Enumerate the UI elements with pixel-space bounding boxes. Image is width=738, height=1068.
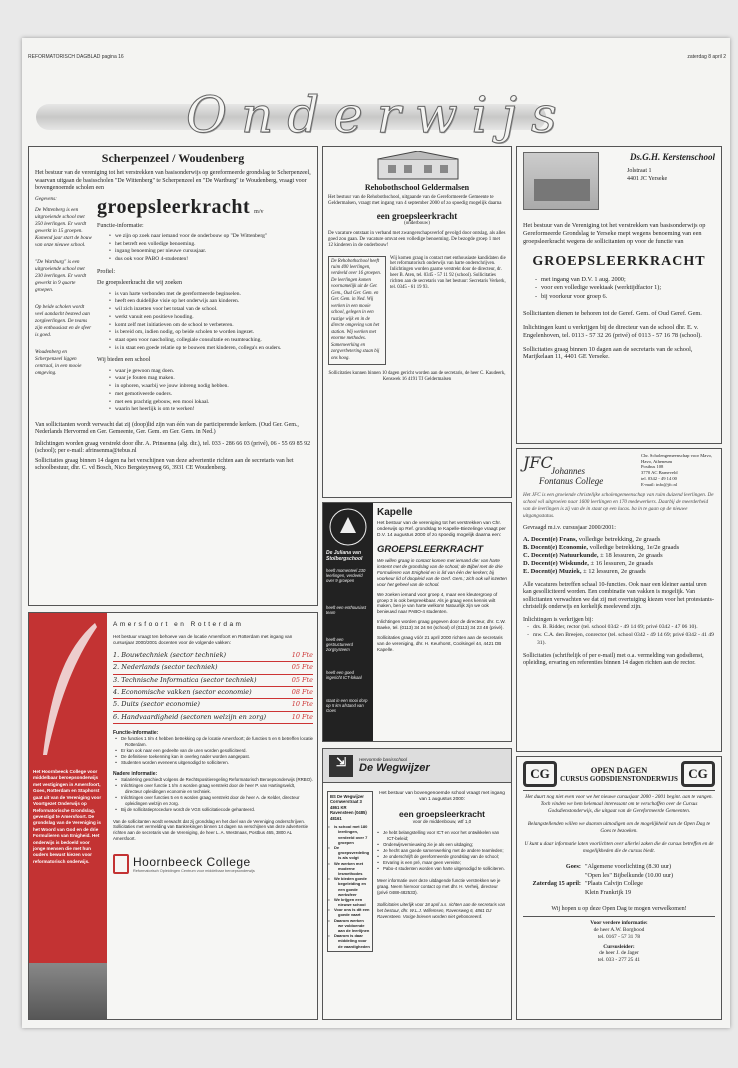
docent-list — [523, 536, 715, 577]
brand-subtitle: Reformatorisch Opleidingen Centrum voor middelbaar beroepsonderwijs — [133, 869, 255, 874]
ad-closing: Wij hopen u op deze Open Dag te mogen verwelkomen! — [551, 905, 687, 912]
list-item: B. Docent(e) Economie, volledige betrekking, 1e/2e graads — [523, 544, 680, 552]
list-item: • waar je fouten mag maken. — [119, 375, 311, 383]
ad-intro: Het bestuur van de Rehobothschool, uitgaande van de Gereformeerde Gemeente te Geldermalsen, vraagt met ingang van 4 september 2000 of zo spoedig mogelijk daarna — [328, 195, 502, 207]
ad-subtitle: (onderbouw) — [404, 220, 430, 226]
ad-footer: Sollicitaties graag vóór 21 april 2000 richten aan de secretaris van de vereniging, dhr. H. Keurhorst, Coolsingel 44, 4421 DB Kapelle. — [377, 635, 503, 653]
list-item: • Je hebt belangstelling voor ICT en voor het ontwikkelen van ICT-beleid; — [387, 830, 507, 842]
function-row: 6. Handvaardigheid (sectoren welzijn en zorg) 10 Fte — [113, 712, 313, 724]
list-item: • dus ook voor PABO 4-studenten! — [119, 256, 311, 264]
list-item: • is bereid om, indien nodig, op beide scholen te worden ingezet. — [119, 329, 311, 337]
list-item: • Studenten worden eveneens uitgenodigd te solliciteren. — [125, 760, 313, 766]
ad-intro: Het bestuur van de Vereniging tot het verstrekken van basisonderwijs op Gereformeerde Grondslag te Yerseke mept wegens benoeming van een groepsleerkracht wegens de sollicitanten op voor de functie van — [523, 222, 706, 245]
list-item: • Er kan ook naar een gedeelte van de uren worden gesolliciteerd. — [125, 748, 313, 754]
feature-item: staat in een mooi dorp op 5 km afstand van Goes — [326, 698, 368, 713]
ad-address: Sollicitaties graag binnen 14 dagen na het verschijnen van deze advertentie richten aan de secretaris van het schoolbestuur, dhr. C. vd Bosch, Nico Bergsteynweg 66, 3931 CE Woudenberg. — [35, 457, 294, 472]
ad-footer: Van sollicitanten wordt verwacht dat zij (doop)lid zijn van één van de participerende kerken. (Oud Ger. Gem., Nederlands Hervormd en Ger. Gemeente, Ger. Gem. en Ger. Gem. in Ned.) — [35, 421, 299, 436]
school-address: BS De Wegwijzer Cornwerstraat 3 4861 KR Ravensteen (0485) 48161 — [330, 794, 367, 821]
list-item: • is van harte verbonden met de gereformeerde beginselen. — [119, 291, 311, 299]
ad-intro: Het bestuur van de vereniging tot het verstrekken van Chr. onderwijs op Ref. grondslag te Kapelle-Biezelinge vraagt per D.V. 14 augustus 2000 of zo spoedig mogelijk daarna een: — [377, 521, 506, 539]
ad-heading: Amersfoort en Rotterdam — [113, 621, 244, 628]
open-dagen-header — [523, 761, 715, 787]
ad-paragraph: Sollicitaties graag binnen 10 dagen aan de secretaris van de school, Marijkelaan 11, 4401 GE Yerseke. — [523, 345, 693, 361]
wegwijzer-header — [323, 749, 511, 783]
list-item: • is in staat een goede relatie op te bouwen met kinderen, collega's en ouders. — [119, 345, 311, 353]
list-item: • We bieden goede begeleiding en een goede werksfeer — [338, 876, 370, 897]
list-item: • is school met 180 leerlingen, verdeeld over 7 groepen — [338, 824, 370, 845]
ad-title: GROEPSLEERKRACHT — [532, 253, 706, 269]
list-item: • werkt vanuit een positieve houding. — [119, 314, 311, 322]
school-postcode: 4401 JC Yerseke — [627, 175, 668, 182]
contact-block: Voor verdere informatie: de heer A.W. Borgbood tel. 0167 - 57 31 78 Cursusleider: de heer J. de Jager tel. 033 - 277 25 41 — [590, 920, 648, 964]
list-item: • Pabo-4 studenten worden van harte uitgenodigd te solliciteren. — [387, 866, 507, 872]
ad-items — [541, 275, 715, 302]
people-photo — [29, 963, 107, 1020]
feature-item: heeft een gestructureerd zorgsysteem — [326, 637, 353, 652]
list-item: • Daarom werken we voldoende aan de leerlijnen — [338, 918, 370, 934]
list-item: • Bij de sollicitatieprocedure wordt de VGS sollicitatiecode gehanteerd. — [125, 807, 313, 813]
ad-open-dagen — [516, 756, 722, 1020]
page-header-right: zaterdag 8 april 2 — [687, 54, 726, 60]
list-item: • Inlichtingen over functie 1 t/m 4 worden graag verstrekt door de heer P. van Hartingsveldt, directeur opleidingen economie en techniek. — [125, 783, 313, 795]
wegwijzer-sidebar — [327, 791, 373, 952]
list-item: • komt zelf met initiatieven om de school te verbeteren. — [119, 322, 311, 330]
ad-footer: Sollicitaties uiterlijk voor 18 april a.s. richten aan de secretaris van het bestuur, dhr. W.L.J. Willemsen, Ravensweg 6, 4861 DJ Ravensteen. Vorige brieven worden niet gehonoreerd. — [377, 901, 506, 919]
function-row: 5. Duits (sector economie) 10 Fte — [113, 699, 313, 711]
school-photo — [523, 152, 599, 210]
feature-list — [334, 824, 370, 949]
ad-scherpenzeel — [28, 146, 318, 606]
list-item: • waar je gewoon mag doen. — [119, 368, 311, 376]
ad-intro: Het bestuur van bovengenoemde school vraagt met ingang van 1 augustus 2000: — [379, 791, 505, 803]
ad-subtitle: voor de middenbouw, wtf 1,0 — [412, 819, 472, 825]
function-row: 4. Economische vakken (sector economie) 08 Fte — [113, 687, 313, 699]
profiel-label: Profiel: — [97, 268, 115, 275]
list-item: • Je hecht aan goede samenwerking met de andere teamleden; — [387, 848, 507, 854]
list-item: • wil zich inzetten voor het totaal van de school. — [119, 306, 311, 314]
list-item: • waarin het heerlijk is om te werken! — [119, 406, 311, 414]
gegevens-item: "De Wartburg" is een uitgroeiende school met 230 leerlingen. Er wordt gewerkt in 9 quarte groepen. — [35, 258, 87, 293]
ad-intro: Het bestuur van de vereniging tot het verstrekken van basisonderwijs op gereformeerde grondslag te Scherpenzeel, waarvan uitgaan de basisscholen "De Wittenberg" te Scherpenzeel en "De Wartburg" te Woudenberg, vraagt voor bovengenoemde scholen een — [35, 170, 311, 191]
profiel-intro: De groepsleerkracht die wij zoeken — [97, 280, 182, 287]
list-item: • ingang benoeming per nieuwe cursusjaar. — [119, 248, 311, 256]
ad-title-suffix: m/v — [254, 208, 264, 215]
signpost-icon: ⇲ — [329, 755, 353, 777]
ad-title: GROEPSLEERKRACHT — [377, 543, 484, 555]
ad-items — [383, 830, 507, 872]
cgo-logo-icon: CG — [681, 761, 715, 787]
ad-intro: Het bestuur vraagt ten behoeve van de locatie Amersfoort en Rotterdam met ingang van cursusjaar 2000/2001 docenten voor de volgende vakken: — [113, 634, 293, 645]
functie-list — [121, 736, 314, 766]
logo-text: Johannes — [551, 466, 585, 476]
hoornbeeck-sidebar — [29, 613, 107, 1020]
quill-icon — [35, 619, 101, 759]
hoornbeeck-logo-icon — [113, 854, 129, 874]
ad-sidebar: De Rehobothschool heeft ruim 400 leerlingen, verdeeld over 16 groepen. De leerlingen komen voornamelijk uit de Ger. Gem., Oud Ger. Gem. en Ger. Gem. in Ned. Wij werken in een mooie school, gelegen in een rustige wijk en in de directe omgeving van het station. Wij werken met enorme methodes. Samenwerking en zorgverbetering staan bij ons hoog. — [328, 256, 386, 366]
list-item: • Je onderschrijft de gereformeerde grondslag van de school; — [387, 854, 507, 860]
ad-paragraph: Sollicitaties (schriftelijk of per e-mail) met o.a. vermelding van godsdienst, opleiding, ervaring en referenties binnen 14 dagen richten aan de rector. — [523, 652, 704, 667]
list-item: - drs. B. Ridder, rector (tel. school 0342 - 49 14 69; privé 0342 - 47 06 10). — [537, 624, 715, 632]
list-item: • in ophoren, waarbij we jouw inbreng nodig hebben. — [119, 383, 311, 391]
ad-kapelle — [322, 502, 512, 742]
contact-list — [533, 624, 715, 647]
ad-title: groepsleerkracht — [97, 195, 251, 218]
ad-details: Wij komen graag in contact met enthousiaste kandidaten die het reformatorisch onderwijs van harte onderschrijven. Inlichtingen worden gaarne verstrekt door de directeur, dr. heer B. Aten, tel. 0345 - 57 11 92 (school). Sollicitaties richten aan de secretaris van het bestuur: Secretaris Verkerk, tel. 0345 - 61 19 93. — [390, 255, 506, 291]
ad-footer: Sollicitaties kunnen binnen 10 dagen gericht worden aan de secretaris, de heer C. Kaudeerk, Kenswek 16 4191 TJ Geldermalsen — [328, 371, 506, 382]
ad-geldermalsen — [322, 146, 512, 498]
functie-label: Functie-informatie: — [97, 222, 144, 229]
gegevens-item: Woudenberg en Scherpenzeel liggen centraal, in een mooie omgeving. — [35, 348, 82, 376]
ad-paragraph: Belangstellenden willen we daarom uitnodigen om de mogelijkheid van de Open Dag te Goes te bezoeken. — [527, 821, 711, 835]
list-item: • met een prachtig gebouw, een mooi lokaal. — [119, 399, 311, 407]
list-item: • we zijn op zoek naar iemand voor de onderbouw op "De Wittenberg" — [119, 233, 311, 241]
school-name: Stolbergschool — [326, 556, 363, 562]
list-item: • Inlichtingen over functies 5 en 6 worden graag verstrekt door de heer A. de Kelder, directeur opleidingen welzijn en zorg. — [125, 795, 313, 807]
brand-subtitle: Hervormde basisschool — [359, 757, 407, 762]
ad-paragraph: Alle vacatures betreffen schaal 10-functies. Ook naar een kleiner aantal uren kan gesolliciteerd worden. Een combinatie van vakken is mogelijk. Van sollicitanten verwachten we dat zij met overtuiging kiezen voor het protestants-christelijk onderwijs en kerkelijk meelevend zijn. — [523, 581, 714, 611]
list-item: • We krijgen een nieuwe school — [338, 897, 370, 907]
list-item: • heeft een duidelijke visie op het onderwijs aan kinderen. — [119, 298, 311, 306]
cgo-logo-icon: CG — [523, 761, 557, 787]
school-name: De Juliana van — [326, 550, 362, 556]
list-item: • het betreft een volledige benoeming. — [119, 241, 311, 249]
ad-paragraph: Sollicitanten dienen te behoren tot de Geref. Gem. of Oud Geref. Gem. — [523, 310, 702, 318]
feature-item: heeft momenteel 230 leerlingen, verdeeld over 9 groepen — [326, 568, 366, 583]
list-item: - voor een volledige weektaak (werktijdfactor 1); — [545, 284, 715, 293]
ad-heading: Scherpenzeel / Woudenberg — [101, 151, 245, 165]
ad-intro: Het duurt nog niet even voor we het nieuwe cursusjaar 2000 - 2001 begint. aan te vangen. Toch vinden we hem helemaal interessant om te verschaffen over de Cursus Godsdienstonderwijs, die uitgaat van de Gereformeerde Gemeenten. — [525, 794, 713, 815]
logo-text: Fontanus College — [539, 476, 604, 486]
gegevens-item: De Wittenberg is een uitgroeiende school met 350 leerlingen. Er wordt gewerkt in 15 groepen. Komend jaar start de bouw van onze nieuwe school. — [35, 206, 92, 248]
function-row: 2. Nederlands (sector techniek) 05 Fte — [113, 662, 313, 674]
masthead — [36, 82, 571, 152]
ad-heading: Rehobothschool Geldermalsen — [364, 183, 470, 192]
ad-heading: Kapelle — [377, 507, 413, 518]
gegevens-item: Op beide scholen wordt veel aandacht besteed aan zorgleerlingen. De teams zijn enthousiast en de sfeer is goed. — [35, 303, 92, 338]
school-logo-icon — [326, 507, 370, 547]
ad-kerstenschool — [516, 146, 722, 444]
ad-heading: CURSUS GODSDIENSTONDERWIJS — [560, 775, 678, 783]
list-item: D. Docent(e) Wiskunde, ± 16 lessuren, 2e graads — [523, 560, 654, 568]
function-list — [113, 650, 313, 724]
list-item: • De definitieve toekenning kan in overleg nader worden aangepast. — [125, 754, 313, 760]
ad-wegwijzer — [322, 748, 512, 1020]
function-row: 3. Technische Informatica (sector techniek) 05 Fte — [113, 675, 313, 687]
brand-name: De Wegwijzer — [359, 762, 430, 774]
ad-hoornbeeck — [28, 612, 318, 1020]
jfc-logo-icon: JFC — [523, 453, 553, 472]
ad-contact: Meer informatie over deze uitdagende functie verstrekken we je graag. Neem hiervoor contact op met dhr. H. Verheij, directeur (privé 0488-482533). — [377, 878, 501, 895]
ad-heading: OPEN DAGEN — [590, 765, 648, 775]
profiel-list — [115, 290, 311, 353]
sidebar-text: Het Hoornbeeck College voor middelbaar beroepsonderwijs met vestigingen in Amersfoort, Goes, Rotterdam en Staphorst gaat uit van de Vereniging voor Voortgezet Onderwijs op Reformatorische Grondslag, gevestigd te Amersfoort. De grondslag van de Vereniging is het Woord van God en de drie Formulieren van Enigheid. Het onderwijs is bedoeld voor jonge mensen die met hun ouders bewust kiezen voor reformatorisch onderwijs. — [33, 769, 102, 864]
function-row: 1. Bouwtechniek (sector techniek) 10 Fte — [113, 650, 313, 662]
nadere-list — [121, 776, 313, 813]
list-item: • staat open voor nascholing, collegiale consultatie en teamteaching. — [119, 337, 311, 345]
feature-item: heeft een enthousiast team — [326, 605, 367, 615]
ad-contact: Inlichtingen worden graag verstrekt door dhr. A. Prinsenna (alg. dir.), tel. 033 - 286 66 03 (privé), 06 - 55 69 85 92 (school); per e-mail: afrinsenma@tebus.nl — [35, 440, 311, 455]
ad-intro: Het JFC is een groeiende christelijke scholengemeenschap van ruim duizend leerlingen. De school wil uitgroeien naar 1600 leerlingen en 170 medewerkers. Daarbij de meerderheid van de leerlingen is zij van de in staat op een lucas. ba in te gaan op de nieuwe uitgangsstatus. — [523, 492, 714, 520]
ad-title: een groepsleerkracht — [399, 809, 485, 820]
list-item: C. Docent(e) Natuurkunde, ± 18 lessuren, 2e graads — [523, 552, 663, 560]
school-address: Jolstraat 1 — [627, 168, 652, 174]
school-address: Chr. Scholengemeenschap voor Mavo, Havo, Atheneum Postbus 108 3770 AC Barneveld tel. 0342 - 49 14 00 E-mail: info@jfc.nl — [641, 453, 713, 487]
masthead-title: Onderwijs — [186, 86, 571, 144]
fontanus-logo — [523, 453, 641, 487]
ad-title: een groepsleerkracht — [376, 210, 458, 221]
open-dagen-schedule: Goes: "Algemene voorlichting (8.30 uur) "Open les" Bijbelkunde (10.00 uur) Zaterdag 15 april: "Plaats Calvijn College Klein Frankrijk 19 — [532, 863, 674, 897]
list-item: E. Docent(e) Muziek, ± 12 lessuren, 2e graads — [523, 568, 646, 576]
list-item: • Voor ons is dit een goede vaart — [338, 907, 370, 917]
list-item: • Ervaring is een pré, maar geen vereiste; — [387, 860, 507, 866]
ad-fontanus — [516, 448, 722, 752]
list-item: • Onderwijsvernieuwing zie je als een uitdaging; — [387, 842, 507, 848]
ad-label: Nadere informatie: — [113, 770, 158, 777]
gegevens-column — [35, 196, 97, 414]
ad-body: De vacature ontstaat in verband met zwangerschapsverlof gevolgd door ontslag, als alles goed zou gaan. De vacature omvat een volledige benoeming. De bezogde groep 1 met 12 kinderen in de onderbouw! — [328, 230, 506, 249]
feature-item: heeft een goed ingericht ICT-lokaal — [326, 670, 362, 680]
ad-body: We willen graag in contact komen met iemand die: van harte instemt met de grondslag van de school; de Bijbel met de drie Formulieren van Enigheid en is lid van één der kerken; bij voorkeur lid of doopleid van de Gerf. Gem.; zich ook wil inzetten voor het geheel van de school. — [377, 557, 507, 587]
hoornbeeck-brand — [113, 854, 313, 874]
list-item: • Daarom is daar middeling voor de vaardigheden — [338, 933, 370, 949]
bieden-label: Wij bieden een school — [97, 357, 151, 364]
kapelle-sidebar — [323, 503, 373, 742]
list-item: • met gemotiveerde ouders. — [119, 391, 311, 399]
ad-label: Functie-informatie: — [113, 730, 159, 737]
newspaper-page — [22, 38, 730, 1028]
list-item: • We werken met moderne lesmethodes — [338, 861, 370, 877]
list-item: - bij voorkeur voor groep 6. — [545, 293, 715, 302]
ad-body: We zoeken iemand voor groep 4, maar een kleutergroep of groep 3 is ook bespreekbaar. Als je graag eens kennis wilt maken, ben je van harte welkom! Natuurlijk zijn we ook benieuwd naar PABO-4 studenten. — [377, 591, 498, 615]
ad-paragraph: U kunt u daar informatie laten voorlichten over allerlei zaken die de cursus betreffen en de mogelijkheden die de cursus biedt. — [524, 841, 714, 855]
list-item: • Salariëring geschiedt volgens de Rechtspositieregeling Reformatorisch Beroepsonderwijs (RRBO). — [125, 777, 313, 783]
list-item: A. Docent(e) Frans, volledige betrekking, 2e graads — [523, 535, 661, 543]
bieden-list — [115, 367, 311, 414]
brand-name: Hoornbeeck College — [133, 855, 251, 870]
ad-label: Gevraagd m.i.v. cursusjaar 2000/2001: — [523, 525, 616, 532]
list-item: • De functies 1 t/m 4 hebben betrekking op de locatie Amersfoort; de functies 5 en 6 betreffen locatie Rotterdam. — [125, 736, 313, 748]
ad-contact: Inlichtingen worden graag gegeven door de directeur, dhr. C.W. Baeke, tel. (0113) 34 24 94 (school) of (0113) 34 23 48 (privé). — [377, 619, 506, 631]
ad-label: Inlichtingen is verkrijgen bij: — [523, 616, 594, 623]
ad-footer: Van de sollicitanten wordt verwacht dat zij grondslag en het doel van de Vereniging onderschrijven. Sollicitaties met vermelding van Bankrekingen binnen 14 dagen na verschijnen van deze advertentie richten aan de secretaris van de Vereniging, de heer L. A. Westmaas, Postbus 465, 3800 AL Amersfoort. — [113, 818, 309, 842]
school-building-icon — [328, 151, 508, 181]
list-item: - mw. C.A. den Breejen, conrector (tel. school 0342 - 49 14 69; privé 0342 - 41 49 31). — [537, 632, 715, 648]
list-item: • De groepsverdeling is als volgt — [338, 845, 370, 861]
school-name: Ds.G.H. Kerstenschool — [629, 152, 715, 162]
ad-paragraph: Inlichtingen kunt u verkrijgen bij de directeur van de school dhr. E. v. Engelenhoven, tel. 0113 - 57 32 26 (privé) of 0113 - 57 16 78 (school). — [523, 323, 702, 339]
page-header-left: REFORMATORISCH DAGBLAD pagina 16 — [28, 54, 124, 60]
functie-list — [115, 233, 311, 264]
gegevens-label: Gegevens: — [35, 195, 57, 202]
list-item: - met ingang van D.V. 1 aug. 2000; — [545, 276, 715, 285]
